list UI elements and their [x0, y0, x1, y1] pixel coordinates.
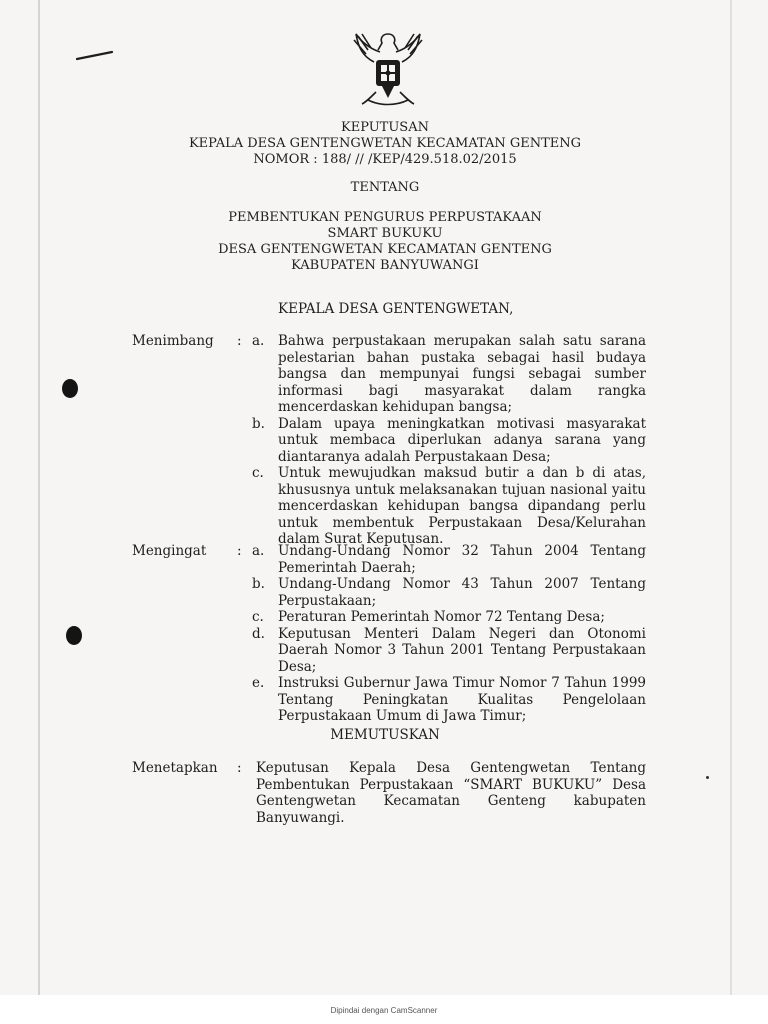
ink-speck	[706, 776, 709, 779]
list-marker: c.	[252, 609, 264, 625]
list-item	[252, 576, 646, 609]
list-text: Undang-Undang Nomor 43 Tahun 2007 Tentang Perpustakaan;	[278, 576, 646, 609]
doc-number-value: 188/ // /KEP/429.518.02/2015	[321, 152, 517, 167]
list-item	[252, 416, 646, 466]
menimbang-colon: :	[237, 333, 242, 349]
punch-hole-top	[62, 379, 78, 398]
list-item	[252, 465, 646, 548]
scanner-watermark: Dipindai dengan CamScanner	[330, 1006, 438, 1015]
doc-number-label: NOMOR :	[253, 152, 318, 167]
mengingat-colon: :	[237, 543, 242, 559]
mengingat-list	[252, 543, 646, 725]
doc-subject-line-3: DESA GENTENGWETAN KECAMATAN GENTENG	[218, 242, 552, 257]
list-item	[252, 626, 646, 676]
mengingat-label: Mengingat	[132, 543, 207, 559]
list-item	[252, 609, 646, 626]
punch-hole-bottom	[66, 626, 82, 645]
menimbang-list	[252, 333, 646, 548]
list-text: Dalam upaya meningkatkan motivasi masyarakat untuk membaca diperlukan adanya sarana yang diantaranya adalah Perpustakaan Desa;	[278, 415, 646, 465]
menetapkan-text: Keputusan Kepala Desa Gentengwetan Tentang Pembentukan Perpustakaan “SMART BUKUKU” Desa Gentengwetan Kecamatan Genteng kabupaten Banyuwangi.	[256, 760, 646, 826]
decision-heading: MEMUTUSKAN	[330, 727, 440, 743]
menimbang-label: Menimbang	[132, 333, 214, 349]
doc-subject-line-1: PEMBENTUKAN PENGURUS PERPUSTAKAAN	[228, 210, 542, 225]
list-text: Instruksi Gubernur Jawa Timur Nomor 7 Tahun 1999 Tentang Peningkatan Kualitas Pengelolaan Perpustakaan Umum di Jawa Timur;	[278, 675, 646, 724]
doc-subject-line-4: KABUPATEN BANYUWANGI	[291, 258, 479, 273]
list-text: Peraturan Pemerintah Nomor 72 Tentang Desa;	[278, 609, 605, 625]
list-text: Untuk mewujudkan maksud butir a dan b di atas, khususnya untuk melaksanakan tujuan nasional yaitu mencerdaskan kehidupan bangsa dipandang perlu untuk membentuk Perpustakaan Desa/Kelurahan dalam Surat Keputusan.	[278, 465, 646, 547]
garuda-emblem-icon	[340, 28, 436, 110]
list-marker: b.	[252, 576, 265, 592]
doc-about: TENTANG	[350, 180, 420, 195]
list-marker: b.	[252, 415, 265, 432]
doc-title: KEPUTUSAN	[341, 120, 429, 135]
list-item	[252, 333, 646, 416]
doc-number	[150, 152, 620, 168]
scan-edge-right	[730, 0, 732, 995]
authority-heading: KEPALA DESA GENTENGWETAN,	[278, 301, 514, 317]
list-text: Bahwa perpustakaan merupakan salah satu sarana pelestarian bahan pustaka sebagai hasil budaya bangsa dan mempunyai fungsi sebagai sumber informasi bagi masyarakat dalam rangka mencerdaskan kehidupan bangsa;	[278, 333, 646, 415]
list-item	[252, 543, 646, 576]
list-marker: a.	[252, 543, 265, 559]
doc-issuer: KEPALA DESA GENTENGWETAN KECAMATAN GENTENG	[188, 136, 582, 151]
scan-edge-left	[38, 0, 40, 995]
menetapkan-label: Menetapkan	[132, 760, 218, 776]
list-marker: d.	[252, 625, 265, 642]
list-marker: a.	[252, 333, 265, 349]
list-marker: c.	[252, 465, 264, 481]
doc-subject-line-2: SMART BUKUKU	[327, 226, 443, 241]
list-text: Undang-Undang Nomor 32 Tahun 2004 Tentang Pemerintah Daerah;	[278, 543, 646, 576]
pen-stroke-mark	[76, 50, 116, 62]
menetapkan-colon: :	[237, 760, 242, 776]
list-marker: e.	[252, 675, 265, 691]
list-text: Keputusan Menteri Dalam Negeri dan Otonomi Daerah Nomor 3 Tahun 2001 Tentang Perpustakaan Desa;	[278, 625, 646, 675]
list-item	[252, 675, 646, 725]
